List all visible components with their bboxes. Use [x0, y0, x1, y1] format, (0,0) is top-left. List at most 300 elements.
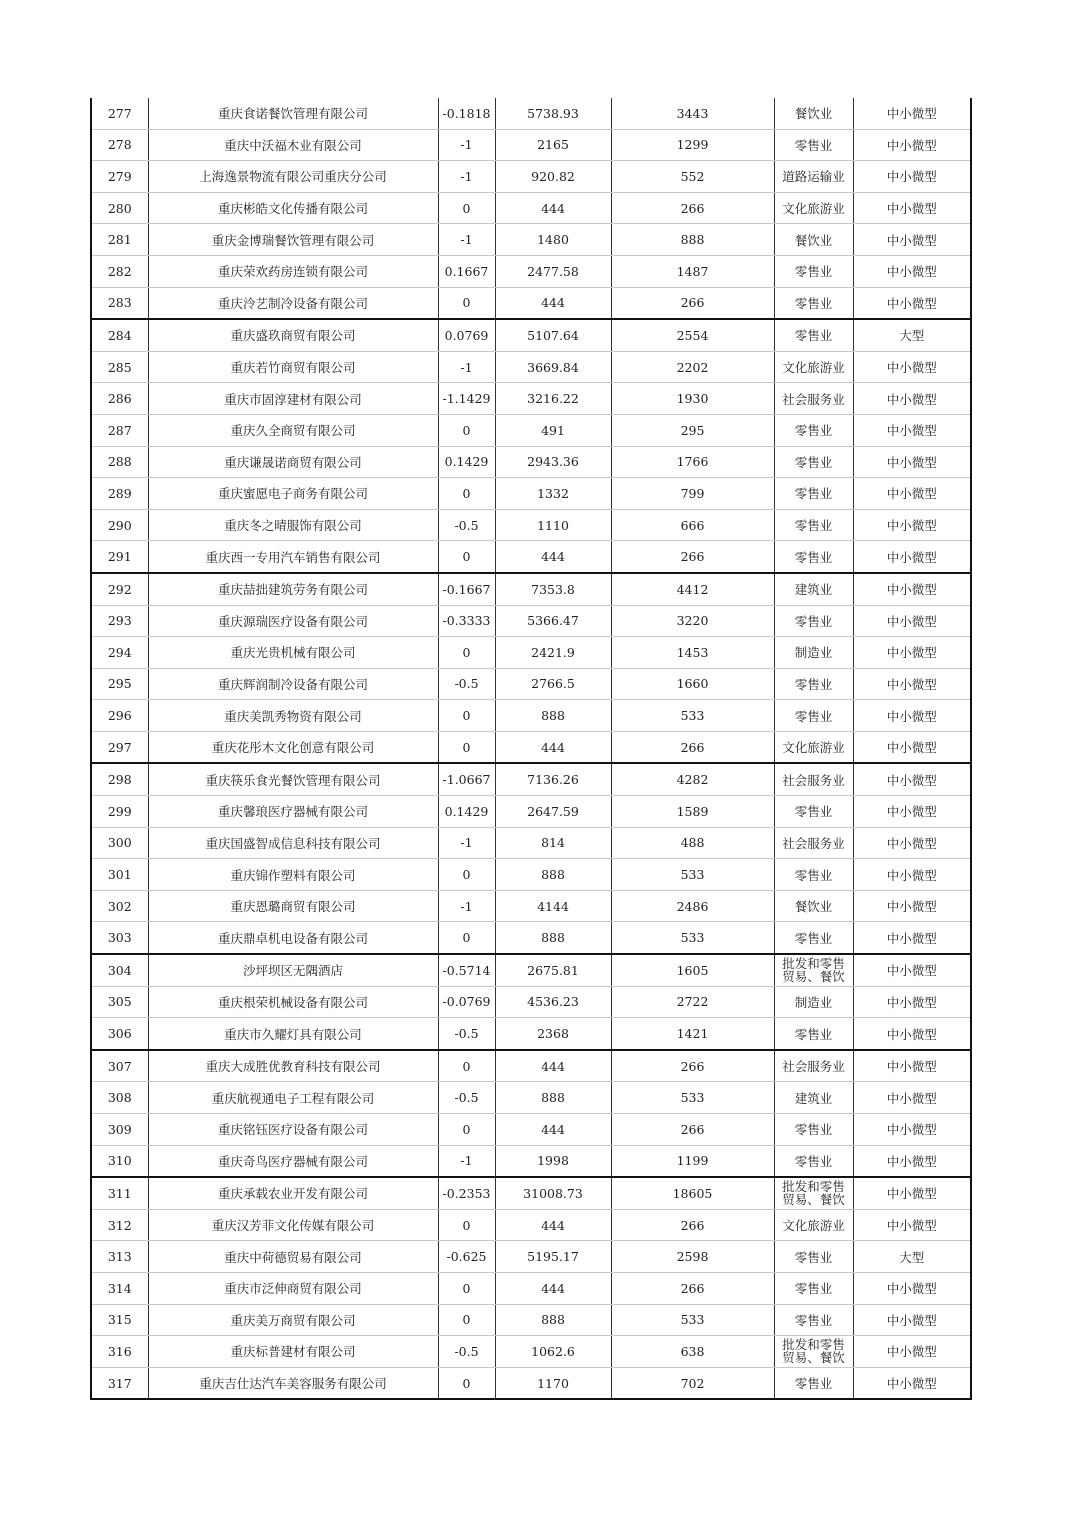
row-number-cell: 285 [91, 351, 148, 383]
count-cell: 1421 [611, 1018, 774, 1050]
company-name-cell: 重庆铭钰医疗设备有限公司 [148, 1114, 438, 1146]
industry-cell: 餐饮业 [774, 98, 853, 129]
company-name-cell: 重庆标普建材有限公司 [148, 1336, 438, 1368]
ratio-cell: 0.1429 [438, 446, 495, 478]
company-name-cell: 重庆市泛伸商贸有限公司 [148, 1272, 438, 1304]
row-number-cell: 295 [91, 668, 148, 700]
company-name-cell: 重庆奇鸟医疗器械有限公司 [148, 1145, 438, 1177]
ratio-cell: 0 [438, 1272, 495, 1304]
size-cell: 中小微型 [853, 859, 971, 891]
row-number-cell: 311 [91, 1177, 148, 1209]
size-cell: 中小微型 [853, 224, 971, 256]
amount-cell: 5195.17 [495, 1241, 611, 1273]
size-cell: 中小微型 [853, 414, 971, 446]
ratio-cell: 0 [438, 1367, 495, 1399]
company-name-cell: 重庆西一专用汽车销售有限公司 [148, 541, 438, 573]
amount-cell: 3669.84 [495, 351, 611, 383]
ratio-cell: -1 [438, 161, 495, 193]
ratio-cell: -1.1429 [438, 383, 495, 415]
ratio-cell: 0 [438, 637, 495, 669]
data-table [90, 98, 972, 1400]
count-cell: 638 [611, 1336, 774, 1368]
size-cell: 中小微型 [853, 129, 971, 161]
ratio-cell: -0.3333 [438, 605, 495, 637]
company-name-cell: 重庆吉仕达汽车美容服务有限公司 [148, 1367, 438, 1399]
count-cell: 1930 [611, 383, 774, 415]
industry-cell: 零售业 [774, 509, 853, 541]
table-row [91, 383, 971, 415]
company-name-cell: 重庆汉芳菲文化传媒有限公司 [148, 1209, 438, 1241]
count-cell: 2202 [611, 351, 774, 383]
count-cell: 1199 [611, 1145, 774, 1177]
industry-cell: 文化旅游业 [774, 731, 853, 763]
industry-cell: 文化旅游业 [774, 351, 853, 383]
count-cell: 295 [611, 414, 774, 446]
company-name-cell: 重庆市固淳建材有限公司 [148, 383, 438, 415]
size-cell: 大型 [853, 319, 971, 351]
company-name-cell: 重庆根荣机械设备有限公司 [148, 986, 438, 1018]
company-name-cell: 重庆辉润制冷设备有限公司 [148, 668, 438, 700]
table-row [91, 192, 971, 224]
table-row [91, 541, 971, 573]
amount-cell: 444 [495, 287, 611, 319]
ratio-cell: -0.1667 [438, 573, 495, 605]
ratio-cell: 0 [438, 192, 495, 224]
table-row [91, 509, 971, 541]
industry-cell: 零售业 [774, 605, 853, 637]
table-row [91, 1367, 971, 1399]
count-cell: 2722 [611, 986, 774, 1018]
row-number-cell: 278 [91, 129, 148, 161]
count-cell: 266 [611, 731, 774, 763]
size-cell: 中小微型 [853, 255, 971, 287]
size-cell: 中小微型 [853, 731, 971, 763]
size-cell: 中小微型 [853, 383, 971, 415]
size-cell: 中小微型 [853, 986, 971, 1018]
industry-cell: 批发和零售贸易、餐饮 [774, 1336, 853, 1368]
row-number-cell: 284 [91, 319, 148, 351]
amount-cell: 2368 [495, 1018, 611, 1050]
count-cell: 533 [611, 922, 774, 954]
amount-cell: 444 [495, 1209, 611, 1241]
amount-cell: 2421.9 [495, 637, 611, 669]
industry-cell: 批发和零售贸易、餐饮 [774, 1177, 853, 1209]
count-cell: 1299 [611, 129, 774, 161]
row-number-cell: 296 [91, 700, 148, 732]
size-cell: 中小微型 [853, 605, 971, 637]
row-number-cell: 294 [91, 637, 148, 669]
company-name-cell: 重庆源瑞医疗设备有限公司 [148, 605, 438, 637]
count-cell: 266 [611, 1050, 774, 1082]
ratio-cell: 0 [438, 1304, 495, 1336]
company-name-cell: 重庆馨琅医疗器械有限公司 [148, 796, 438, 828]
industry-cell: 建筑业 [774, 573, 853, 605]
company-name-cell: 重庆泠艺制冷设备有限公司 [148, 287, 438, 319]
company-name-cell: 重庆国盛智成信息科技有限公司 [148, 827, 438, 859]
row-number-cell: 316 [91, 1336, 148, 1368]
ratio-cell: -1 [438, 129, 495, 161]
ratio-cell: -1 [438, 827, 495, 859]
size-cell: 中小微型 [853, 287, 971, 319]
ratio-cell: 0 [438, 922, 495, 954]
industry-cell: 零售业 [774, 1114, 853, 1146]
company-name-cell: 重庆谦晟诺商贸有限公司 [148, 446, 438, 478]
table-row [91, 255, 971, 287]
table-row [91, 796, 971, 828]
table-row [91, 1114, 971, 1146]
amount-cell: 4536.23 [495, 986, 611, 1018]
amount-cell: 7136.26 [495, 763, 611, 795]
count-cell: 1766 [611, 446, 774, 478]
amount-cell: 920.82 [495, 161, 611, 193]
count-cell: 1487 [611, 255, 774, 287]
table-row [91, 1304, 971, 1336]
amount-cell: 1170 [495, 1367, 611, 1399]
size-cell: 中小微型 [853, 1336, 971, 1368]
count-cell: 4282 [611, 763, 774, 795]
ratio-cell: -1 [438, 1145, 495, 1177]
size-cell: 中小微型 [853, 161, 971, 193]
ratio-cell: 0 [438, 478, 495, 510]
row-number-cell: 287 [91, 414, 148, 446]
ratio-cell: -0.5 [438, 509, 495, 541]
table-row [91, 573, 971, 605]
amount-cell: 7353.8 [495, 573, 611, 605]
amount-cell: 444 [495, 1114, 611, 1146]
size-cell: 中小微型 [853, 700, 971, 732]
count-cell: 4412 [611, 573, 774, 605]
table-row [91, 1336, 971, 1368]
count-cell: 888 [611, 224, 774, 256]
industry-cell: 批发和零售贸易、餐饮 [774, 954, 853, 986]
size-cell: 中小微型 [853, 637, 971, 669]
ratio-cell: 0.0769 [438, 319, 495, 351]
amount-cell: 444 [495, 731, 611, 763]
table-row [91, 637, 971, 669]
company-name-cell: 重庆承载农业开发有限公司 [148, 1177, 438, 1209]
company-name-cell: 重庆若竹商贸有限公司 [148, 351, 438, 383]
ratio-cell: 0 [438, 287, 495, 319]
size-cell: 中小微型 [853, 1050, 971, 1082]
company-name-cell: 重庆光贵机械有限公司 [148, 637, 438, 669]
row-number-cell: 279 [91, 161, 148, 193]
size-cell: 中小微型 [853, 573, 971, 605]
ratio-cell: -1 [438, 890, 495, 922]
table-row [91, 1018, 971, 1050]
industry-cell: 餐饮业 [774, 890, 853, 922]
row-number-cell: 280 [91, 192, 148, 224]
company-name-cell: 重庆金博瑞餐饮管理有限公司 [148, 224, 438, 256]
size-cell: 中小微型 [853, 1018, 971, 1050]
company-name-cell: 重庆筷乐食光餐饮管理有限公司 [148, 763, 438, 795]
industry-cell: 零售业 [774, 1241, 853, 1273]
company-name-cell: 重庆荣欢药房连锁有限公司 [148, 255, 438, 287]
row-number-cell: 308 [91, 1082, 148, 1114]
table-row [91, 161, 971, 193]
company-name-cell: 重庆冬之晴服饰有限公司 [148, 509, 438, 541]
amount-cell: 2165 [495, 129, 611, 161]
table-row [91, 1050, 971, 1082]
company-name-cell: 上海逸景物流有限公司重庆分公司 [148, 161, 438, 193]
ratio-cell: -0.0769 [438, 986, 495, 1018]
count-cell: 1453 [611, 637, 774, 669]
table-row [91, 731, 971, 763]
size-cell: 中小微型 [853, 1145, 971, 1177]
industry-cell: 社会服务业 [774, 1050, 853, 1082]
count-cell: 552 [611, 161, 774, 193]
ratio-cell: 0 [438, 859, 495, 891]
table-row [91, 414, 971, 446]
table-row [91, 922, 971, 954]
ratio-cell: -1.0667 [438, 763, 495, 795]
industry-cell: 道路运输业 [774, 161, 853, 193]
size-cell: 中小微型 [853, 98, 971, 129]
industry-cell: 建筑业 [774, 1082, 853, 1114]
industry-cell: 餐饮业 [774, 224, 853, 256]
table-row [91, 478, 971, 510]
industry-cell: 零售业 [774, 255, 853, 287]
amount-cell: 2647.59 [495, 796, 611, 828]
row-number-cell: 313 [91, 1241, 148, 1273]
industry-cell: 零售业 [774, 700, 853, 732]
company-name-cell: 重庆喆拙建筑劳务有限公司 [148, 573, 438, 605]
table-row [91, 129, 971, 161]
amount-cell: 2675.81 [495, 954, 611, 986]
ratio-cell: 0.1429 [438, 796, 495, 828]
row-number-cell: 306 [91, 1018, 148, 1050]
size-cell: 中小微型 [853, 446, 971, 478]
size-cell: 中小微型 [853, 1272, 971, 1304]
amount-cell: 1332 [495, 478, 611, 510]
size-cell: 中小微型 [853, 192, 971, 224]
row-number-cell: 314 [91, 1272, 148, 1304]
size-cell: 中小微型 [853, 890, 971, 922]
company-name-cell: 重庆锦作塑料有限公司 [148, 859, 438, 891]
row-number-cell: 291 [91, 541, 148, 573]
count-cell: 266 [611, 1209, 774, 1241]
table-row [91, 98, 971, 129]
size-cell: 中小微型 [853, 954, 971, 986]
row-number-cell: 307 [91, 1050, 148, 1082]
table-row [91, 700, 971, 732]
company-name-cell: 重庆美凯秀物资有限公司 [148, 700, 438, 732]
size-cell: 中小微型 [853, 351, 971, 383]
ratio-cell: -0.2353 [438, 1177, 495, 1209]
amount-cell: 888 [495, 1082, 611, 1114]
amount-cell: 888 [495, 859, 611, 891]
count-cell: 3220 [611, 605, 774, 637]
ratio-cell: -0.625 [438, 1241, 495, 1273]
amount-cell: 5738.93 [495, 98, 611, 129]
amount-cell: 444 [495, 1050, 611, 1082]
row-number-cell: 282 [91, 255, 148, 287]
amount-cell: 4144 [495, 890, 611, 922]
company-name-cell: 重庆蜜愿电子商务有限公司 [148, 478, 438, 510]
company-name-cell: 重庆中荷德贸易有限公司 [148, 1241, 438, 1273]
industry-cell: 文化旅游业 [774, 1209, 853, 1241]
company-name-cell: 重庆中沃福木业有限公司 [148, 129, 438, 161]
amount-cell: 1110 [495, 509, 611, 541]
industry-cell: 社会服务业 [774, 827, 853, 859]
row-number-cell: 304 [91, 954, 148, 986]
table-row [91, 1082, 971, 1114]
table-row [91, 668, 971, 700]
industry-cell: 零售业 [774, 414, 853, 446]
row-number-cell: 283 [91, 287, 148, 319]
size-cell: 中小微型 [853, 509, 971, 541]
table-row [91, 890, 971, 922]
ratio-cell: -0.1818 [438, 98, 495, 129]
company-name-cell: 重庆大成胜优教育科技有限公司 [148, 1050, 438, 1082]
amount-cell: 1480 [495, 224, 611, 256]
count-cell: 666 [611, 509, 774, 541]
amount-cell: 444 [495, 1272, 611, 1304]
size-cell: 大型 [853, 1241, 971, 1273]
ratio-cell: -0.5714 [438, 954, 495, 986]
amount-cell: 2766.5 [495, 668, 611, 700]
count-cell: 1605 [611, 954, 774, 986]
industry-cell: 零售业 [774, 1304, 853, 1336]
row-number-cell: 298 [91, 763, 148, 795]
industry-cell: 零售业 [774, 859, 853, 891]
amount-cell: 888 [495, 1304, 611, 1336]
company-name-cell: 沙坪坝区无隅酒店 [148, 954, 438, 986]
company-name-cell: 重庆鼎卓机电设备有限公司 [148, 922, 438, 954]
table-row [91, 986, 971, 1018]
company-name-cell: 重庆花彤木文化创意有限公司 [148, 731, 438, 763]
size-cell: 中小微型 [853, 1209, 971, 1241]
count-cell: 1589 [611, 796, 774, 828]
row-number-cell: 303 [91, 922, 148, 954]
size-cell: 中小微型 [853, 478, 971, 510]
count-cell: 266 [611, 287, 774, 319]
ratio-cell: -1 [438, 351, 495, 383]
industry-cell: 零售业 [774, 1145, 853, 1177]
table-row [91, 763, 971, 795]
size-cell: 中小微型 [853, 541, 971, 573]
ratio-cell: -0.5 [438, 1336, 495, 1368]
row-number-cell: 299 [91, 796, 148, 828]
table-row [91, 1272, 971, 1304]
row-number-cell: 312 [91, 1209, 148, 1241]
table-row [91, 954, 971, 986]
count-cell: 702 [611, 1367, 774, 1399]
ratio-cell: -0.5 [438, 1082, 495, 1114]
industry-cell: 零售业 [774, 446, 853, 478]
row-number-cell: 292 [91, 573, 148, 605]
size-cell: 中小微型 [853, 1367, 971, 1399]
ratio-cell: 0 [438, 414, 495, 446]
industry-cell: 零售业 [774, 1272, 853, 1304]
count-cell: 533 [611, 859, 774, 891]
size-cell: 中小微型 [853, 796, 971, 828]
table-row [91, 224, 971, 256]
ratio-cell: 0 [438, 731, 495, 763]
size-cell: 中小微型 [853, 668, 971, 700]
industry-cell: 零售业 [774, 541, 853, 573]
amount-cell: 2477.58 [495, 255, 611, 287]
count-cell: 799 [611, 478, 774, 510]
industry-cell: 零售业 [774, 922, 853, 954]
table-body [91, 98, 971, 1399]
table-row [91, 319, 971, 351]
amount-cell: 1998 [495, 1145, 611, 1177]
company-name-cell: 重庆彬皓文化传播有限公司 [148, 192, 438, 224]
amount-cell: 3216.22 [495, 383, 611, 415]
amount-cell: 444 [495, 541, 611, 573]
row-number-cell: 309 [91, 1114, 148, 1146]
row-number-cell: 288 [91, 446, 148, 478]
row-number-cell: 297 [91, 731, 148, 763]
company-name-cell: 重庆食诺餐饮管理有限公司 [148, 98, 438, 129]
table-row [91, 827, 971, 859]
industry-cell: 零售业 [774, 478, 853, 510]
table-row [91, 605, 971, 637]
table-row [91, 1145, 971, 1177]
row-number-cell: 315 [91, 1304, 148, 1336]
table-row [91, 1177, 971, 1209]
count-cell: 488 [611, 827, 774, 859]
table-row [91, 1241, 971, 1273]
count-cell: 533 [611, 1304, 774, 1336]
table-row [91, 859, 971, 891]
industry-cell: 零售业 [774, 319, 853, 351]
row-number-cell: 302 [91, 890, 148, 922]
amount-cell: 2943.36 [495, 446, 611, 478]
industry-cell: 零售业 [774, 1018, 853, 1050]
amount-cell: 31008.73 [495, 1177, 611, 1209]
size-cell: 中小微型 [853, 922, 971, 954]
size-cell: 中小微型 [853, 1114, 971, 1146]
row-number-cell: 310 [91, 1145, 148, 1177]
size-cell: 中小微型 [853, 1082, 971, 1114]
industry-cell: 文化旅游业 [774, 192, 853, 224]
industry-cell: 制造业 [774, 986, 853, 1018]
table-row [91, 351, 971, 383]
company-name-cell: 重庆盛玖商贸有限公司 [148, 319, 438, 351]
industry-cell: 社会服务业 [774, 763, 853, 795]
table-row [91, 287, 971, 319]
industry-cell: 零售业 [774, 1367, 853, 1399]
amount-cell: 491 [495, 414, 611, 446]
industry-cell: 零售业 [774, 668, 853, 700]
ratio-cell: -1 [438, 224, 495, 256]
count-cell: 1660 [611, 668, 774, 700]
table-row [91, 446, 971, 478]
row-number-cell: 293 [91, 605, 148, 637]
row-number-cell: 289 [91, 478, 148, 510]
company-name-cell: 重庆美万商贸有限公司 [148, 1304, 438, 1336]
row-number-cell: 277 [91, 98, 148, 129]
size-cell: 中小微型 [853, 827, 971, 859]
ratio-cell: 0 [438, 700, 495, 732]
ratio-cell: 0 [438, 1209, 495, 1241]
count-cell: 18605 [611, 1177, 774, 1209]
row-number-cell: 290 [91, 509, 148, 541]
company-name-cell: 重庆市久耀灯具有限公司 [148, 1018, 438, 1050]
industry-cell: 零售业 [774, 129, 853, 161]
row-number-cell: 305 [91, 986, 148, 1018]
size-cell: 中小微型 [853, 1304, 971, 1336]
row-number-cell: 286 [91, 383, 148, 415]
industry-cell: 零售业 [774, 796, 853, 828]
amount-cell: 5366.47 [495, 605, 611, 637]
amount-cell: 444 [495, 192, 611, 224]
count-cell: 266 [611, 192, 774, 224]
company-name-cell: 重庆恩璐商贸有限公司 [148, 890, 438, 922]
row-number-cell: 300 [91, 827, 148, 859]
industry-cell: 制造业 [774, 637, 853, 669]
